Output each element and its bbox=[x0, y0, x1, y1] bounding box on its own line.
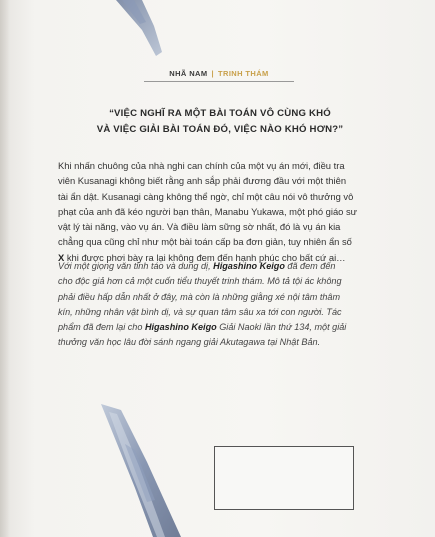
review-line: thưởng văn học lâu đời sánh ngang giải Akutagawa tại Nhật Bản. bbox=[58, 337, 321, 348]
synopsis-paragraph bbox=[58, 158, 378, 265]
genre-label: TRINH THÁM bbox=[218, 69, 269, 78]
decorative-brushstroke-bottom bbox=[95, 404, 190, 537]
publisher-header bbox=[144, 69, 294, 78]
review-line bbox=[58, 259, 376, 274]
spine-shadow bbox=[0, 0, 10, 537]
review-text: đã đem đến bbox=[284, 261, 336, 271]
synopsis-line-rest: khi được phơi bày ra lại không đem đến hạnh phúc cho bất cứ ai… bbox=[64, 251, 346, 263]
synopsis-line: chẳng qua cũng chỉ như một bài toán cấp ba đơn giản, tuy nhiên ẩn số bbox=[58, 236, 352, 248]
review-text: phẩm đã đem lại cho bbox=[58, 322, 145, 333]
pull-quote bbox=[85, 106, 355, 138]
barcode-box bbox=[214, 446, 354, 510]
quote-line: “VIỆC NGHĨ RA MỘT BÀI TOÁN VÔ CÙNG KHÓ bbox=[109, 108, 331, 119]
author-name: Higashino Keigo bbox=[144, 322, 217, 333]
header-divider bbox=[144, 81, 294, 82]
unknown-x: X bbox=[58, 251, 65, 263]
author-name: Higashino Keigo bbox=[213, 261, 285, 271]
synopsis-line: Khi nhấn chuông của nhà nghi can chính của một vụ án mới, điều tra bbox=[58, 160, 345, 171]
decorative-brushstroke-top bbox=[112, 0, 172, 60]
synopsis-line: viên Kusanagi không biết rằng anh sắp phải đương đầu với một thiên bbox=[58, 175, 347, 187]
review-line bbox=[58, 320, 376, 335]
review-line: phải điều hấp dẫn nhất ở đây, mà còn là những giằng xé nội tâm thâm bbox=[58, 291, 341, 302]
review-text: Với một giọng văn tỉnh táo và dung dị, bbox=[58, 261, 214, 271]
review-paragraph bbox=[58, 259, 376, 351]
review-text: Giải Naoki lần thứ 134, một giải bbox=[216, 322, 347, 333]
synopsis-line: tài ẩn dật. Kusanagi càng không thể ngờ, chỉ một câu nói vô thưởng vô bbox=[58, 190, 354, 202]
publisher-name: NHÃ NAM bbox=[169, 69, 208, 78]
synopsis-line: vật lý tài năng, vào vụ án. Và điều làm sững sờ nhất, đó là vụ án kia bbox=[58, 221, 341, 233]
review-line: kín, những nhân vật bình dị, và sự quan tâm sâu xa tới con người. Tác bbox=[58, 306, 342, 317]
synopsis-line: phạt của anh đã kéo người bạn thân, Manabu Yukawa, một phó giáo sư bbox=[58, 205, 357, 217]
quote-line: VÀ VIỆC GIẢI BÀI TOÁN ĐÓ, VIỆC NÀO KHÓ HƠN?” bbox=[96, 124, 344, 135]
header-separator: | bbox=[211, 69, 215, 78]
review-line: cho độc giả hơn cả một cuốn tiểu thuyết trinh thám. Mô tả tội ác không bbox=[58, 276, 342, 287]
